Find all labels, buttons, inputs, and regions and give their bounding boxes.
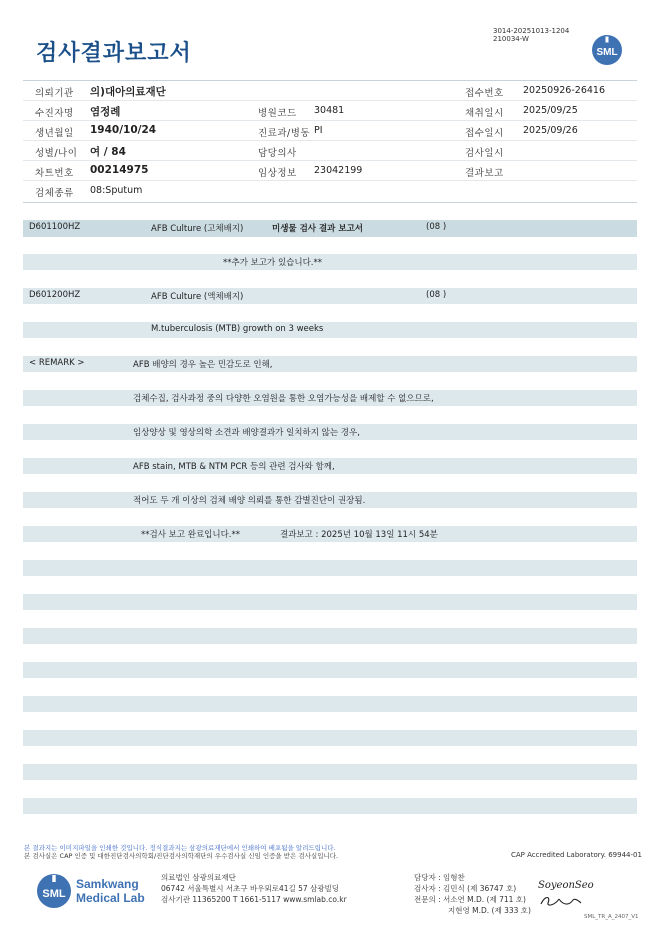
samkwang-logo-mark: SML [42, 888, 66, 900]
sml-logo-icon [591, 34, 623, 66]
result-row-6 [23, 390, 637, 406]
test-date-label: 검사일시 [465, 148, 504, 159]
remark-line-1: AFB 배양의 경우 높은 민감도로 인해, [133, 360, 273, 370]
doctor-label: 담당의사 [258, 148, 297, 159]
signature-specialist-2 [539, 893, 583, 913]
receipt-no-value: 20250926-26416 [523, 85, 606, 96]
info-row-2 [23, 101, 637, 121]
report-heading: 미생물 검사 결과 보고서 [272, 224, 363, 234]
hospital-code-value: 30481 [314, 105, 345, 116]
test-number-1: (08 ) [426, 222, 447, 232]
test-name-1: AFB Culture (고체배지) [151, 224, 244, 234]
result-row-18 [23, 798, 637, 814]
print-notice: 본 결과지는 이미지파일을 인쇄한 것입니다. 정식결과지는 삼광의료재단에서 인쇄하여 배포됨을 알려드립니다. [24, 844, 336, 852]
specimen-label: 검체종류 [35, 188, 74, 199]
cap-accreditation: CAP Accredited Laboratory. 69944-01 [511, 851, 642, 859]
staff-block [414, 872, 531, 916]
report-label: 결과보고 [465, 168, 504, 179]
page-title: 검사결과보고서 [36, 41, 192, 66]
receipt-date-label: 접수일시 [465, 128, 504, 139]
result-row-9 [23, 492, 637, 508]
result-row-1 [23, 220, 637, 237]
sex-age-label: 성별/나이 [35, 148, 78, 159]
info-row-6 [23, 181, 637, 201]
sex-age-value: 여 / 84 [90, 146, 126, 158]
accreditation-notice: 본 검사실은 CAP 인증 및 대한진단검사의학회/진단검사의학재단의 우수검사실 신임 인증을 받은 검사실입니다. [24, 852, 339, 860]
info-row-3 [23, 121, 637, 141]
result-row-16 [23, 730, 637, 746]
clinical-value: 23042199 [314, 165, 363, 176]
clinical-label: 임상정보 [258, 168, 297, 179]
result-row-13 [23, 628, 637, 644]
org-address: 06742 서울특별시 서초구 바우뫼로41길 57 삼광빌딩 [161, 884, 340, 893]
result-row-12 [23, 594, 637, 610]
staff-tester: 검사자 : 김민식 (제 36747 호) [414, 884, 517, 893]
test-number-2: (08 ) [426, 290, 447, 300]
info-row-4 [23, 141, 637, 161]
result-row-4 [23, 322, 637, 338]
dept-value: PI [314, 125, 323, 136]
remark-line-2: 검체수집, 검사과정 중의 다양한 오염원을 통한 오염가능성을 배제할 수 없으므로, [133, 394, 434, 404]
culture-result: M.tuberculosis (MTB) growth on 3 weeks [151, 324, 324, 334]
signature-specialist-1: SoyeonSeo [538, 880, 594, 891]
document-id-line-1: 3014-20251013-1204 [493, 27, 570, 35]
result-row-14 [23, 662, 637, 678]
document-id-line-2: 210034-W [493, 35, 529, 43]
samkwang-logo [36, 872, 148, 914]
info-row-1 [23, 81, 637, 101]
test-code-1: D601100HZ [29, 222, 81, 232]
remark-label: < REMARK > [29, 358, 85, 368]
staff-specialist-2: 지현영 M.D. (제 333 호) [448, 906, 531, 915]
staff-manager: 담당자 : 임형찬 [414, 873, 465, 882]
org-contact: 검사기관 11365200 T 1661-5117 www.smlab.co.kr [161, 895, 347, 904]
specimen-value: 08:Sputum [90, 185, 143, 196]
chart-no-value: 00214975 [90, 164, 149, 176]
hospital-code-label: 병원코드 [258, 108, 297, 119]
samkwang-logo-line-2: Medical Lab [76, 891, 145, 905]
staff-specialist-1: 전문의 : 서소연 M.D. (제 711 호) [414, 895, 526, 904]
requester-label: 의뢰기관 [35, 88, 74, 99]
patient-label: 수진자명 [35, 108, 74, 119]
chart-no-label: 차트번호 [35, 168, 74, 179]
requester-value: 의)대아의료재단 [90, 86, 166, 98]
additional-report-note: **추가 보고가 있습니다.** [223, 258, 323, 268]
result-row-8 [23, 458, 637, 474]
dob-label: 생년월일 [35, 128, 74, 139]
remark-line-3: 임상양상 및 영상의학 소견과 배양결과가 일치하지 않는 경우, [133, 428, 360, 438]
receipt-date-value: 2025/09/26 [523, 125, 578, 136]
collect-date-label: 채취일시 [465, 108, 504, 119]
dob-value: 1940/10/24 [90, 124, 157, 136]
dept-label: 진료과/병동 [258, 128, 311, 139]
remark-line-4: AFB stain, MTB & NTM PCR 등의 관련 검사와 함께, [133, 462, 335, 472]
info-row-5 [23, 161, 637, 181]
form-code: SML_TR_A_2407_V1 [584, 914, 639, 920]
result-row-3 [23, 288, 637, 304]
test-name-2: AFB Culture (액체배지) [151, 292, 244, 302]
sml-logo [591, 34, 623, 66]
info-bottom-rule [23, 202, 637, 203]
org-address-block [161, 872, 347, 905]
document-id [493, 27, 569, 43]
samkwang-logo-line-1: Samkwang [76, 877, 139, 891]
collect-date-value: 2025/09/25 [523, 105, 578, 116]
report-timestamp: 결과보고 : 2025년 10월 13일 11시 54분 [280, 530, 438, 540]
report-complete-note: **검사 보고 완료입니다.** [141, 530, 241, 540]
patient-value: 염정례 [90, 106, 121, 118]
result-row-10 [23, 526, 637, 542]
org-name: 의료법인 삼광의료재단 [161, 873, 236, 882]
samkwang-logo-icon [36, 872, 148, 910]
sml-logo-text: SML [596, 47, 618, 58]
remark-line-5: 적어도 두 개 이상의 검체 배양 의뢰를 통한 감별진단이 권장됨. [133, 496, 366, 506]
result-row-7 [23, 424, 637, 440]
result-row-2 [23, 254, 637, 270]
result-row-11 [23, 560, 637, 576]
result-row-5 [23, 356, 637, 372]
result-row-15 [23, 696, 637, 712]
receipt-no-label: 접수번호 [465, 88, 504, 99]
test-code-2: D601200HZ [29, 290, 81, 300]
handwritten-signature-icon [539, 893, 583, 909]
result-row-17 [23, 764, 637, 780]
